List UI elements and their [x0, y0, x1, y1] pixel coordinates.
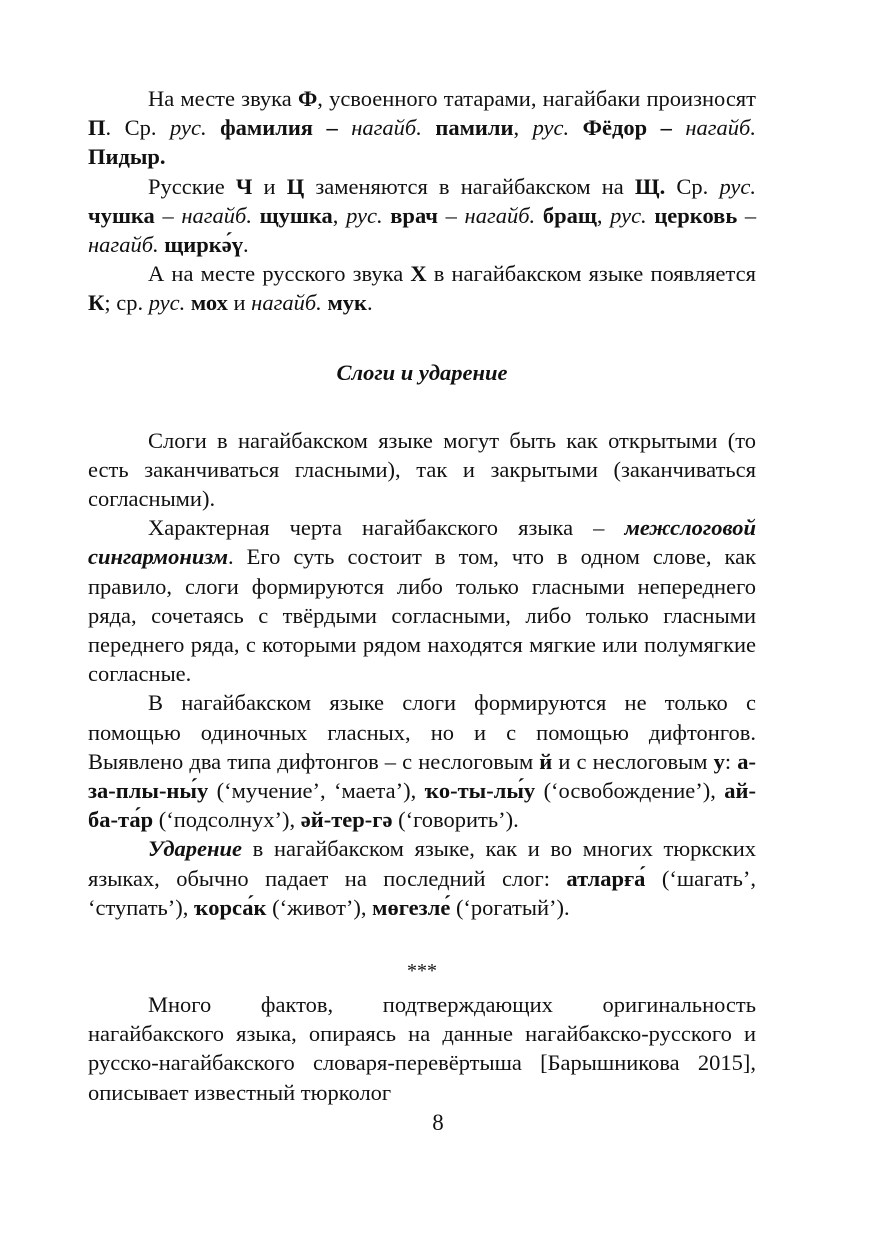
paragraph-stress [88, 834, 756, 922]
bold-term: чушка [88, 202, 155, 228]
bold-term: церковь [654, 202, 738, 228]
italic-abbrev: нагайб. [685, 115, 756, 141]
bold-term: ай-ба-та́р [88, 778, 756, 833]
text: (‘мучение’, ‘маета’), [208, 778, 425, 804]
bold-term: әй-тер-гә [300, 807, 393, 833]
page-number: 8 [432, 1110, 444, 1135]
bold-term: а-за-плы-ны́у [88, 748, 756, 804]
bold-term: Ф [297, 86, 318, 111]
paragraph-syllables [88, 426, 756, 514]
text: , [513, 115, 533, 141]
bold-term: Ц [286, 173, 305, 199]
bold-term: щушка [259, 202, 333, 228]
text: . Его суть состоит в том, что в одном слове, как правило, слоги формируются либо только гласными непереднего ряда, сочетаясь с твёрдыми согласными, либо только гласными переднего ряда, с которыми рядом находятся мягкие или полумягкие согласные. [88, 544, 756, 687]
text: В нагайбакском языке слоги формируются не только с помощью одиночных гласных, но и с помощью дифтонгов. Выявлено два типа дифтонгов – с неслоговым [88, 690, 756, 774]
paragraph-kh-to-k [88, 259, 756, 317]
paragraph-f-to-p [88, 84, 756, 172]
text: (‘живот’), [266, 894, 373, 920]
text: и [227, 290, 252, 316]
text: – [737, 202, 757, 228]
text: , усвоенного татарами, нагайбаки произносят [317, 86, 756, 111]
italic-abbrev: нагайб. [181, 202, 252, 228]
text: , [332, 202, 347, 228]
text: (‘подсолнух’), [153, 807, 301, 833]
bold-term: й [539, 748, 553, 774]
bold-term: Фёдор – [582, 115, 672, 141]
text: ; ср. [104, 290, 149, 316]
bold-term: Х [410, 261, 427, 287]
italic-abbrev: нагайб. [464, 202, 536, 228]
bold-term: щиркә́ү [164, 232, 243, 258]
italic-abbrev: рус. [719, 173, 756, 199]
text: – [437, 202, 465, 228]
bold-term: П [88, 115, 106, 141]
text: заменяются в нагайбакском на [304, 173, 635, 199]
text: : [724, 748, 738, 774]
text: в нагайбакском языке появляется [426, 261, 756, 287]
text: На месте звука [148, 86, 298, 111]
bold-term: ҡо-ты-лы́у [424, 778, 536, 804]
bold-term: Ч [235, 173, 253, 199]
text [207, 115, 221, 140]
page-content [88, 84, 756, 1107]
text: и [252, 173, 287, 199]
text [338, 115, 352, 140]
bold-term: К [88, 290, 105, 316]
text: и с неслоговым [552, 748, 714, 774]
text: Русские [148, 173, 236, 199]
text: Слоги в нагайбакском языке могут быть как открытыми (то есть заканчиваться гласными), так и закрытыми (заканчиваться согласными). [88, 427, 756, 512]
italic-abbrev: нагайб. [351, 115, 422, 141]
text: Много фактов, подтверждающих оригинальность нагайбакского языка, опираясь на данные нагайбакско-русского и русско-нагайбакского словаря-перевёртыша [Барышникова 2015], описывает известный тюрколог [88, 992, 756, 1105]
text [672, 115, 686, 140]
text: (‘освобождение’), [535, 778, 725, 804]
text [535, 203, 543, 228]
paragraph-synharmonism [88, 513, 756, 688]
bold-term: мөгезле́ [372, 894, 451, 920]
text: Характерная черта нагайбакского языка – [148, 515, 625, 541]
text: – [154, 202, 182, 228]
bold-term: Щ. [634, 173, 666, 199]
text: . Ср. [105, 115, 171, 141]
italic-abbrev: рус. [170, 115, 207, 141]
text [252, 203, 260, 228]
paragraph-facts [88, 990, 756, 1107]
text: (‘шагать’, ‘ступать’), [88, 865, 756, 920]
bold-term: у [713, 748, 725, 774]
text: . [242, 232, 249, 258]
text: . [366, 290, 373, 316]
text [569, 115, 583, 140]
bold-term: бращ [542, 202, 597, 228]
bold-term: мук [327, 290, 367, 316]
section-heading: Слоги и ударение [336, 359, 508, 385]
bold-italic-term: Ударение [148, 836, 242, 862]
italic-abbrev: нагайб. [251, 290, 322, 316]
section-separator: *** [407, 960, 437, 983]
italic-abbrev: рус. [532, 115, 570, 141]
italic-abbrev: рус. [148, 290, 186, 316]
text [422, 115, 436, 140]
paragraph-ch-ts-to-shch [88, 172, 756, 260]
bold-term: ҡорса́к [194, 894, 267, 920]
text: Ср. [665, 173, 720, 199]
bold-term: мох [190, 290, 228, 316]
bold-term: атларға́ [566, 865, 646, 891]
text: (‘рогатый’). [450, 894, 570, 920]
bold-term: Пидыр. [88, 144, 166, 170]
paragraph-diphthongs [88, 688, 756, 834]
bold-term: памили [435, 115, 514, 141]
bold-italic-term: межслоговой сингармонизм [88, 515, 756, 570]
text: А на месте русского звука [148, 261, 411, 287]
text: (‘говорить’). [392, 807, 519, 833]
italic-abbrev: рус. [346, 202, 383, 228]
bold-term: фамилия – [220, 115, 338, 141]
text: в нагайбакском языке, как и во многих тюркских языках, обычно падает на последний слог: [88, 836, 756, 891]
italic-abbrev: нагайб. [88, 232, 159, 258]
bold-term: врач [390, 202, 438, 228]
italic-abbrev: рус. [610, 202, 647, 228]
text: , [596, 202, 611, 228]
